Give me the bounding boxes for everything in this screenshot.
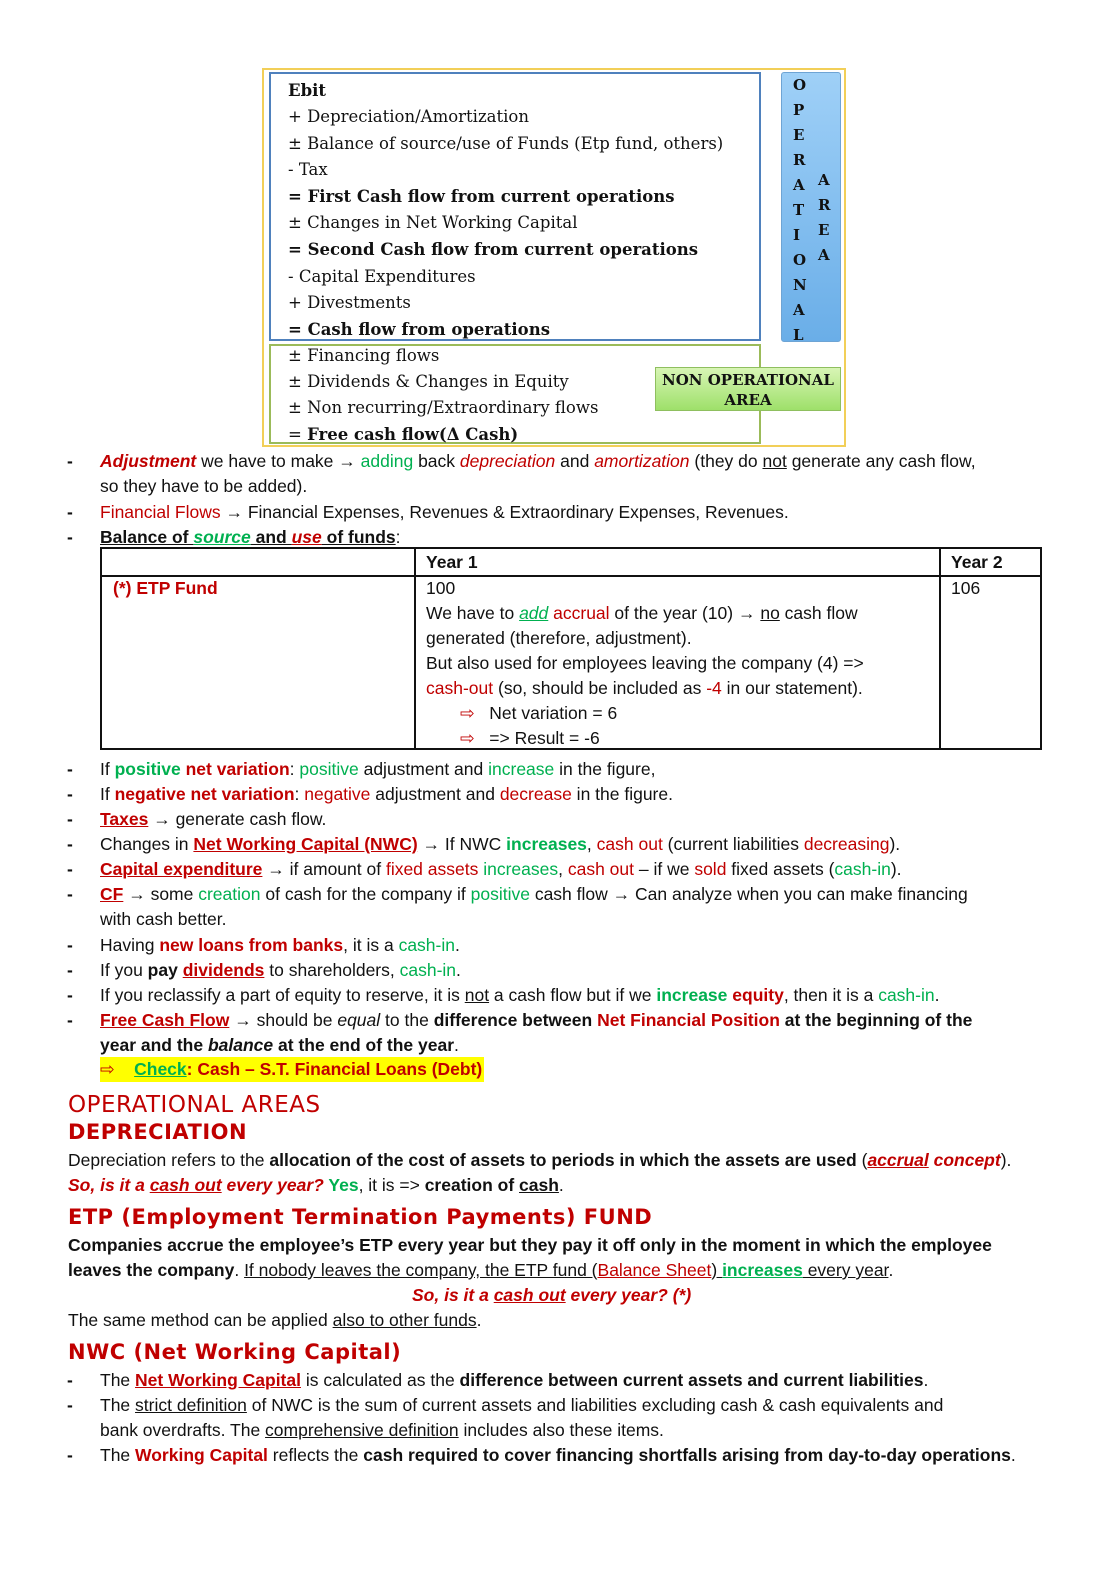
bullet-marker: - — [67, 834, 73, 854]
bullet-new-loans: Having new loans from banks, it is a cash-in. — [100, 935, 460, 955]
section-title-nwc: NWC (Net Working Capital) — [68, 1340, 402, 1364]
etp-question: So, is it a cash out every year? (*) — [412, 1285, 692, 1305]
non-operational-label-line1: NON OPERATIONAL — [662, 371, 834, 389]
bullet-cf: CF → some creation of cash for the company if positive cash flow → Can analyze when you can make financing — [100, 884, 968, 904]
bullet-dividends: If you pay dividends to shareholders, cash-in. — [100, 960, 461, 980]
operational-box — [269, 72, 761, 341]
bullet-equity-reserve: If you reclassify a part of equity to reserve, it is not a cash flow but if we increase equity, then it is a cash-in. — [100, 985, 940, 1005]
table-note-result: ⇨ => Result = -6 — [460, 728, 600, 748]
etp-fund-table — [100, 547, 1042, 750]
diagram-line: ± Non recurring/Extraordinary flows — [288, 398, 599, 417]
arrow-icon: ⇨ — [460, 728, 475, 748]
diagram-line: - Capital Expenditures — [288, 267, 476, 286]
bullet-marker: - — [67, 784, 73, 804]
vertical-letter: A — [818, 246, 830, 264]
vertical-letter: O — [793, 76, 807, 94]
table-row-label: (*) ETP Fund — [113, 578, 218, 598]
operational-area-label — [781, 72, 841, 342]
vertical-letter: N — [793, 276, 807, 294]
vertical-letter: R — [818, 196, 831, 214]
diagram-line: + Depreciation/Amortization — [288, 107, 529, 126]
bullet-negative-variation: If negative net variation: negative adjustment and decrease in the figure. — [100, 784, 673, 804]
bullet-positive-variation: If positive net variation: positive adjustment and increase in the figure, — [100, 759, 656, 779]
bullet-marker: - — [67, 1445, 73, 1465]
vertical-letter: A — [818, 171, 830, 189]
table-year2-value: 106 — [951, 578, 981, 598]
bullet-marker: - — [67, 451, 73, 471]
bullet-marker: - — [67, 759, 73, 779]
bullet-marker: - — [67, 502, 73, 522]
etp-line2: leaves the company. If nobody leaves the company, the ETP fund (Balance Sheet) increases every year. — [68, 1260, 894, 1280]
diagram-line: = First Cash flow from current operations — [288, 187, 675, 206]
bullet-marker: - — [67, 960, 73, 980]
diagram-line: = Cash flow from operations — [288, 320, 550, 339]
bullet-marker: - — [67, 1370, 73, 1390]
diagram-line: Ebit — [288, 81, 327, 100]
table-note-line1: We have to add accrual of the year (10) → no cash flow — [426, 603, 858, 623]
bullet-free-cash-flow: Free Cash Flow → should be equal to the difference between Net Financial Position at the beginning of the — [100, 1010, 973, 1030]
bullet-free-cash-flow-line2: year and the balance at the end of the year. — [100, 1035, 459, 1055]
vertical-letter: E — [818, 221, 830, 239]
nwc-bullet2-line2: bank overdrafts. The comprehensive definition includes also these items. — [100, 1420, 664, 1440]
diagram-line: + Divestments — [288, 293, 411, 312]
table-header-year2: Year 2 — [951, 552, 1003, 572]
vertical-letter: P — [793, 101, 805, 119]
bullet-balance-source-use: Balance of source and use of funds: — [100, 527, 401, 547]
bullet-adjustment: Adjustment we have to make → adding back depreciation and amortization (they do not generate any cash flow, — [100, 451, 976, 471]
bullet-marker: - — [67, 884, 73, 904]
nwc-bullet2: The strict definition of NWC is the sum of current assets and liabilities excluding cash & cash equivalents and — [100, 1395, 944, 1415]
non-operational-label-line2: AREA — [724, 391, 772, 409]
bullet-adjustment-line2: so they have to be added). — [100, 476, 308, 496]
vertical-letter: A — [793, 176, 805, 194]
bullet-marker: - — [67, 1010, 73, 1030]
bullet-marker: - — [67, 527, 73, 547]
diagram-line-free-cash-flow: = Free cash flow(Δ Cash) — [288, 425, 519, 444]
vertical-letter: O — [793, 251, 807, 269]
bullet-cf-line2: with cash better. — [100, 909, 227, 929]
table-year1-value: 100 — [426, 578, 456, 598]
bullet-marker: - — [67, 935, 73, 955]
table-header-year1: Year 1 — [426, 552, 478, 572]
cash-flow-diagram — [262, 68, 846, 447]
vertical-letter: R — [793, 151, 806, 169]
section-title-etp: ETP (Employment Termination Payments) FUND — [68, 1205, 653, 1229]
etp-line1: Companies accrue the employee’s ETP every year but they pay it off only in the moment in which the employee — [68, 1235, 992, 1255]
section-title-operational-areas: OPERATIONAL AREAS — [68, 1092, 321, 1118]
table-note-net-variation: ⇨ Net variation = 6 — [460, 703, 618, 723]
bullet-marker: - — [67, 809, 73, 829]
non-operational-area-label — [655, 367, 841, 411]
diagram-line: - Tax — [288, 160, 328, 179]
bullet-financial-flows: Financial Flows → Financial Expenses, Revenues & Extraordinary Expenses, Revenues. — [100, 502, 789, 522]
diagram-line: ± Dividends & Changes in Equity — [288, 372, 569, 391]
table-note-line3: But also used for employees leaving the company (4) => — [426, 653, 864, 673]
table-note-line2: generated (therefore, adjustment). — [426, 628, 692, 648]
vertical-letter: E — [793, 126, 805, 144]
vertical-letter: I — [793, 226, 801, 244]
check-highlight: ⇨ Check: Cash – S.T. Financial Loans (Debt) — [100, 1057, 484, 1082]
vertical-letter: A — [793, 301, 805, 319]
bullet-taxes: Taxes → generate cash flow. — [100, 809, 327, 829]
diagram-line: ± Balance of source/use of Funds (Etp fund, others) — [288, 134, 724, 153]
diagram-line: = Second Cash flow from current operations — [288, 240, 699, 259]
table-note-line4: cash-out (so, should be included as -4 in our statement). — [426, 678, 863, 698]
nwc-bullet1: The Net Working Capital is calculated as the difference between current assets and current liabilities. — [100, 1370, 929, 1390]
vertical-letter: L — [793, 326, 804, 344]
depreciation-line1: Depreciation refers to the allocation of the cost of assets to periods in which the assets are used (accrual concept). — [68, 1150, 1012, 1170]
arrow-icon: ⇨ — [100, 1059, 115, 1079]
diagram-line: ± Changes in Net Working Capital — [288, 213, 578, 232]
vertical-letter: T — [793, 201, 805, 219]
etp-line4: The same method can be applied also to other funds. — [68, 1310, 482, 1330]
bullet-capital-expenditure: Capital expenditure → if amount of fixed assets increases, cash out – if we sold fixed assets (cash-in). — [100, 859, 902, 879]
bullet-marker: - — [67, 985, 73, 1005]
bullet-marker: - — [67, 859, 73, 879]
diagram-line: ± Financing flows — [288, 346, 440, 365]
bullet-marker: - — [67, 1395, 73, 1415]
depreciation-line2: So, is it a cash out every year? Yes, it is => creation of cash. — [68, 1175, 564, 1195]
bullet-nwc-changes: Changes in Net Working Capital (NWC) → If NWC increases, cash out (current liabilities decreasing). — [100, 834, 901, 854]
section-title-depreciation: DEPRECIATION — [68, 1120, 248, 1144]
nwc-bullet3: The Working Capital reflects the cash required to cover financing shortfalls arising from day-to-day operations. — [100, 1445, 1016, 1465]
arrow-icon: ⇨ — [460, 703, 475, 723]
